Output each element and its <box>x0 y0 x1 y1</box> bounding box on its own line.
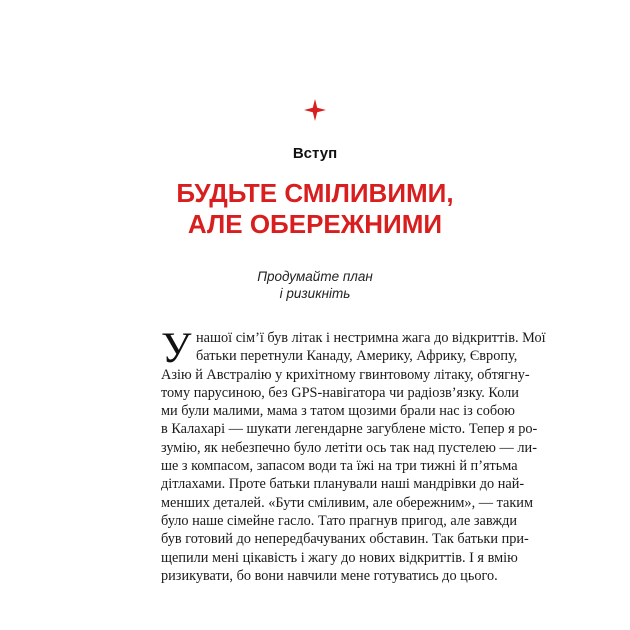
paragraph-line: Азію й Австралію у крихітному гвинтовому літаку, обтягну- <box>161 366 530 383</box>
paragraph-line: ми були малими, мама з татом щозими брали нас із собою <box>161 403 515 420</box>
chapter-label: Вступ <box>292 145 338 162</box>
paragraph-line: було наше сімейне гасло. Тато прагнув пригод, але завжди <box>161 512 517 529</box>
paragraph-line: в Калахарі — шукати легендарне загублене місто. Тепер я ро- <box>161 421 538 438</box>
paragraph-line: нашої сім’ї був літак і нестримна жага до відкриттів. Мої <box>196 330 546 346</box>
chapter-title-line: БУДЬТЕ СМІЛИВИМИ, <box>176 178 454 208</box>
chapter-subtitle-line: і ризикніть <box>279 286 351 301</box>
chapter-title <box>0 178 630 240</box>
paragraph-line: зумію, як небезпечно було летіти ось так над пустелею — ли- <box>161 439 537 456</box>
drop-cap: У <box>161 325 192 372</box>
paragraph-line: тому парусиною, без GPS-навігатора чи радіозв’язку. Коли <box>161 384 519 401</box>
chapter-title-line: АЛЕ ОБЕРЕЖНИМИ <box>187 209 443 239</box>
chapter-subtitle-line: Продумайте план <box>257 269 373 284</box>
four-point-star-icon <box>303 98 327 122</box>
chapter-subtitle <box>0 268 630 302</box>
paragraph-line: ризикувати, бо вони навчили мене готуватись до цього. <box>161 567 498 584</box>
paragraph-line: дітлахами. Проте батьки планували наші мандрівки до най- <box>161 476 525 493</box>
body-paragraph <box>161 325 546 585</box>
paragraph-line: ше з компасом, запасом води та їжі на три тижні й п’ятьма <box>161 458 518 475</box>
paragraph-line: щепили мені цікавість і жагу до нових відкриттів. І я вмію <box>161 549 518 566</box>
paragraph-line: менших деталей. «Бути сміливим, але обережним», — таким <box>161 494 533 511</box>
paragraph-line: батьки перетнули Канаду, Америку, Африку, Європу, <box>196 348 518 365</box>
paragraph-line: був готовий до непередбачуваних обставин. Так батьки при- <box>161 531 529 548</box>
